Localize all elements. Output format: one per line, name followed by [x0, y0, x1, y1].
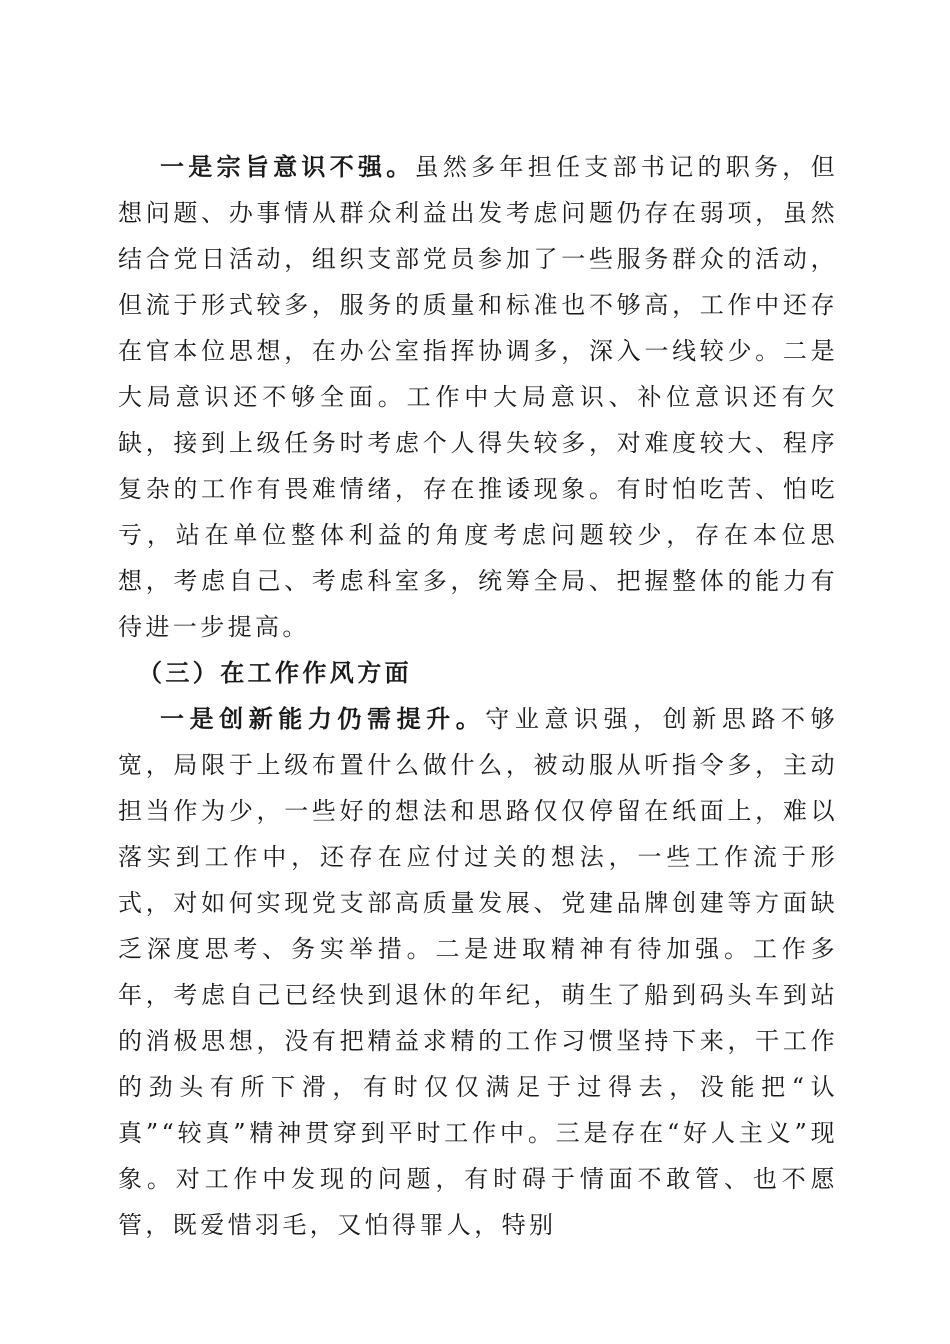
paragraph-1 [118, 144, 838, 650]
paragraph-2-text: 守业意识强，创新思路不够宽，局限于上级布置什么做什么，被动服从听指令多，主动担当作为少，一些好的想法和思路仅仅停留在纸面上，难以落实到工作中，还存在应付过关的想法，一些工作流于形式，对如何实现党支部高质量发展、党建品牌创建等方面缺乏深度思考、务实举措。二是进取精神有待加强。工作多年，考虑自己已经快到退休的年纪，萌生了船到码头车到站的消极思想，没有把精益求精的工作习惯坚持下来，干工作的劲头有所下滑，有时仅仅满足于过得去，没能把“认真”“较真”精神贯穿到平时工作中。三是存在“好人主义”现象。对工作中发现的问题，有时碍于情面不敢管、也不愿管，既爱惜羽毛，又怕得罪人，特别 [118, 705, 838, 1239]
section-heading: （三）在工作作风方面 [138, 658, 412, 687]
paragraph-2-lead: 一是创新能力仍需提升。 [160, 704, 486, 733]
document-body [118, 144, 838, 1248]
paragraph-1-lead: 一是宗旨意识不强。 [160, 152, 415, 181]
paragraph-2 [118, 696, 838, 1248]
paragraph-1-text: 虽然多年担任支部书记的职务，但想问题、办事情从群众利益出发考虑问题仍存在弱项，虽然结合党日活动，组织支部党员参加了一些服务群众的活动，但流于形式较多，服务的质量和标准也不够高，工作中还存在官本位思想，在办公室指挥协调多，深入一线较少。二是大局意识还不够全面。工作中大局意识、补位意识还有欠缺，接到上级任务时考虑个人得失较多，对难度较大、程序复杂的工作有畏难情绪，存在推诿现象。有时怕吃苦、怕吃亏，站在单位整体利益的角度考虑问题较少，存在本位思想，考虑自己、考虑科室多，统筹全局、把握整体的能力有待进一步提高。 [118, 153, 838, 641]
